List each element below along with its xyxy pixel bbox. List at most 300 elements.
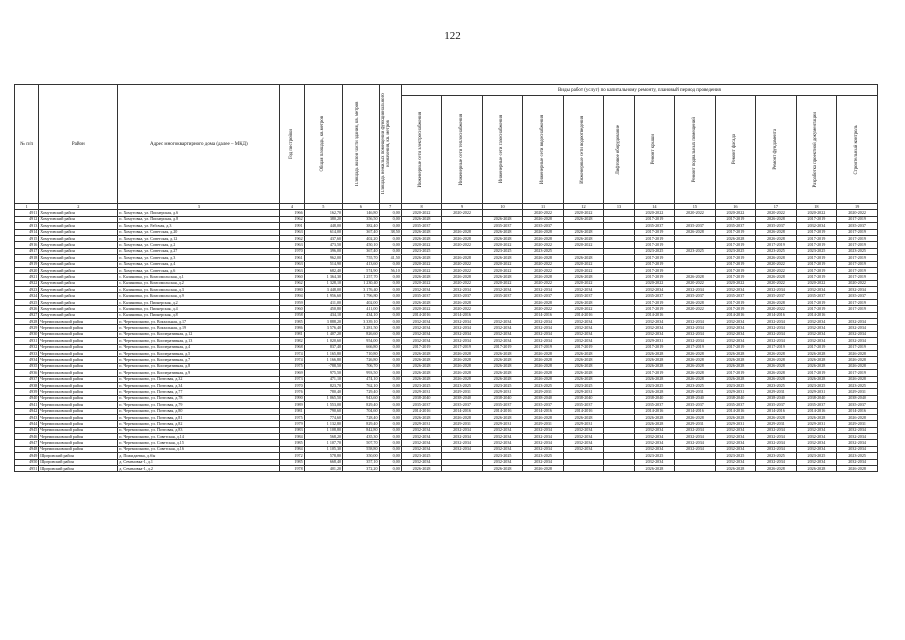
table-cell: 4943 <box>15 414 39 420</box>
table-cell: 1962 <box>280 216 304 222</box>
table-cell: 4920 <box>15 267 39 273</box>
table-cell: 2020-2022 <box>675 210 716 216</box>
table-cell: 4940 <box>15 395 39 401</box>
table-cell: 2017-2019 <box>634 274 675 280</box>
table-cell: 2026-2028 <box>442 299 483 305</box>
table-cell: 367,40 <box>343 229 379 235</box>
table-cell: 507,70 <box>343 440 379 446</box>
table-cell: 4927 <box>15 312 39 318</box>
table-cell: 2035-2037 <box>523 223 564 229</box>
table-cell: 2032-2034 <box>563 325 604 331</box>
table-cell: 1979 <box>280 421 304 427</box>
table-cell: 4935 <box>15 363 39 369</box>
table-cell: 2032-2034 <box>634 287 675 293</box>
table-cell: 2020-2022 <box>442 306 483 312</box>
table-cell: 0,00 <box>379 357 401 363</box>
table-cell: 1970 <box>280 248 304 254</box>
table-cell: 2026-2028 <box>796 376 837 382</box>
table-cell: 0,00 <box>379 382 401 388</box>
table-cell: 2032-2034 <box>401 331 442 337</box>
header-work-6: Лифтовое оборудование <box>604 96 634 204</box>
table-cell: 1984 <box>280 434 304 440</box>
table-cell: 726,80 <box>343 357 379 363</box>
header-total-area: Общая площадь, кв.метров <box>304 85 342 204</box>
table-cell: 4936 <box>15 370 39 376</box>
table-cell: Черемисиновский район <box>39 446 118 452</box>
table-cell: 2032-2034 <box>837 319 878 325</box>
table-cell: 0,00 <box>379 210 401 216</box>
column-number: 13 <box>604 204 634 210</box>
table-cell: с. Калиновка, ул. Комсомольская, д.9 <box>118 293 280 299</box>
table-cell: Хомутовский район <box>39 267 118 273</box>
table-cell: 2035-2037 <box>715 223 756 229</box>
table-cell: 568,20 <box>304 434 342 440</box>
table-cell: 2032-2034 <box>563 446 604 452</box>
table-cell: 4939 <box>15 389 39 395</box>
table-cell: 2020-2022 <box>675 306 716 312</box>
table-cell: 4917 <box>15 248 39 254</box>
table-cell: 2032-2034 <box>634 319 675 325</box>
table-cell: 396,00 <box>304 248 342 254</box>
table-cell: п. Черемисиново, ул. Почтовая, д.32 <box>118 376 280 382</box>
table-cell: -788,50 <box>304 363 342 369</box>
table-cell: 1963 <box>280 267 304 273</box>
table-cell: 2026-2028 <box>482 370 523 376</box>
table-cell: 1 065,50 <box>304 395 342 401</box>
table-cell: 2029-2031 <box>756 421 797 427</box>
table-cell: 2026-2028 <box>482 216 523 222</box>
table-cell: 2017-2019 <box>796 235 837 241</box>
table-cell: 2023-2025 <box>523 382 564 388</box>
table-cell: 2026-2028 <box>523 299 564 305</box>
table-cell: 2020-2022 <box>442 261 483 267</box>
table-cell: 2017-2019 <box>837 306 878 312</box>
table-cell: 2017-2019 <box>675 344 716 350</box>
table-cell: с. Калиновка, ул. Пионерская, д.2 <box>118 299 280 305</box>
table-cell: 0,00 <box>379 274 401 280</box>
table-cell: 4924 <box>15 293 39 299</box>
table-cell: 2032-2034 <box>482 338 523 344</box>
table-cell: 2032-2034 <box>563 427 604 433</box>
table-cell: 2026-2028 <box>837 357 878 363</box>
table-cell: 2023-2025 <box>837 248 878 254</box>
table-cell: 4937 <box>15 376 39 382</box>
table-cell: Черемисиновский район <box>39 414 118 420</box>
table-cell: 2026-2028 <box>634 389 675 395</box>
table-cell: 2035-2037 <box>523 402 564 408</box>
table-cell: 2017-2019 <box>715 299 756 305</box>
table-cell: 2026-2028 <box>675 299 716 305</box>
table-cell: 2032-2034 <box>756 331 797 337</box>
table-cell: 2038-2040 <box>756 395 797 401</box>
table-cell: 2026-2028 <box>442 357 483 363</box>
table-cell: 842,80 <box>343 427 379 433</box>
table-cell: Хомутовский район <box>39 274 118 280</box>
table-cell: 2026-2028 <box>634 376 675 382</box>
table-cell: 2035-2037 <box>675 293 716 299</box>
table-cell: 2032-2034 <box>837 434 878 440</box>
table-cell: 2023-2025 <box>563 382 604 388</box>
table-cell: 162,70 <box>304 210 342 216</box>
table-cell: 2026-2028 <box>482 414 523 420</box>
table-cell: 2026-2028 <box>401 466 442 472</box>
table-cell: 4941 <box>15 402 39 408</box>
table-cell: 0,00 <box>379 306 401 312</box>
table-cell: 1961 <box>280 255 304 261</box>
table-cell: 2014-2016 <box>715 312 756 318</box>
table-cell: 578,80 <box>304 453 342 459</box>
table-cell: 3 888,20 <box>304 319 342 325</box>
table-cell: 2032-2034 <box>442 338 483 344</box>
table-cell: 2026-2028 <box>563 274 604 280</box>
table-cell: 2026-2028 <box>563 363 604 369</box>
table-cell: 2020-2022 <box>563 210 604 216</box>
table-cell: п. Черемисиново, ул. Вокзальная, д.17 <box>118 319 280 325</box>
table-cell: 2032-2034 <box>796 287 837 293</box>
table-cell: 2017-2019 <box>715 255 756 261</box>
table-cell: 2020-2022 <box>675 280 716 286</box>
table-cell: 2032-2034 <box>482 434 523 440</box>
table-cell: 4926 <box>15 306 39 312</box>
table-cell: 2026-2028 <box>675 274 716 280</box>
table-cell: 780,40 <box>304 389 342 395</box>
table-cell: 2026-2028 <box>401 255 442 261</box>
table-cell: 4945 <box>15 427 39 433</box>
table-cell: 2032-2034 <box>523 446 564 452</box>
table-cell: 2029-2031 <box>401 389 442 395</box>
table-cell: Черемисиновский район <box>39 344 118 350</box>
table-cell: 2017-2019 <box>634 242 675 248</box>
table-cell: 0,00 <box>379 293 401 299</box>
table-cell: 2032-2034 <box>563 331 604 337</box>
table-cell: 2017-2019 <box>715 274 756 280</box>
table-cell: 826,60 <box>343 331 379 337</box>
table-cell: 2026-2028 <box>715 376 756 382</box>
table-cell: 2026-2028 <box>634 363 675 369</box>
table-cell: 2014-2016 <box>523 408 564 414</box>
table-cell: 2032-2034 <box>401 338 442 344</box>
table-cell: 2038-2040 <box>796 395 837 401</box>
table-cell: 0,00 <box>379 434 401 440</box>
table-cell: 574,90 <box>343 267 379 273</box>
table-cell: п. Черемисиново, ул. Кооперативная, д.7 <box>118 357 280 363</box>
table-cell: 2035-2037 <box>634 223 675 229</box>
table-cell: 558,80 <box>343 446 379 452</box>
table-cell: 2017-2019 <box>715 242 756 248</box>
table-cell: 1 165,80 <box>304 350 342 356</box>
table-cell: 2023-2025 <box>482 382 523 388</box>
table-cell: 2023-2025 <box>796 248 837 254</box>
table-cell: 1974 <box>280 350 304 356</box>
table-cell: 2032-2034 <box>715 434 756 440</box>
table-cell: 2017-2019 <box>401 344 442 350</box>
table-cell: 1 107,70 <box>304 440 342 446</box>
table-cell: 0,00 <box>379 446 401 452</box>
table-cell: п. Хомутовка, ул. Советская, д.2 <box>118 242 280 248</box>
table-cell: 2032-2034 <box>715 427 756 433</box>
table-cell: 0,00 <box>379 223 401 229</box>
table-cell: 4946 <box>15 434 39 440</box>
table-cell: 1962 <box>280 235 304 241</box>
table-cell: п. Черемисиново, ул. Советская, д.14 <box>118 434 280 440</box>
table-cell: п. Черемисиново, ул. Почтовая, д.79 <box>118 402 280 408</box>
table-cell: 2038-2040 <box>634 395 675 401</box>
table-cell: Черемисиновский район <box>39 331 118 337</box>
table-cell: 2032-2034 <box>675 319 716 325</box>
table-cell: 2032-2034 <box>442 331 483 337</box>
table-cell: 2023-2025 <box>401 382 442 388</box>
table-cell: 2017-2019 <box>837 299 878 305</box>
table-cell: 704,60 <box>343 408 379 414</box>
table-cell: 2026-2028 <box>482 274 523 280</box>
table-cell: 2026-2028 <box>523 357 564 363</box>
table-cell: 2020-2022 <box>442 242 483 248</box>
table-cell: 2026-2028 <box>442 370 483 376</box>
table-cell: 2017-2019 <box>796 267 837 273</box>
table-cell: 401,20 <box>304 466 342 472</box>
table-cell: Хомутовский район <box>39 293 118 299</box>
table-cell: 706,70 <box>343 363 379 369</box>
table-cell: 2023-2025 <box>675 248 716 254</box>
table-cell: 437,60 <box>304 235 342 241</box>
table-cell: 0,00 <box>379 421 401 427</box>
table-cell: 2026-2028 <box>756 235 797 241</box>
table-cell: 2020-2022 <box>442 267 483 273</box>
table-cell: 2029-2031 <box>675 389 716 395</box>
table-cell: 2032-2034 <box>523 319 564 325</box>
table-cell: 2020-2022 <box>796 210 837 216</box>
table-cell: 2017-2019 <box>796 242 837 248</box>
table-cell: 357,10 <box>343 459 379 465</box>
table-cell: 2023-2025 <box>756 382 797 388</box>
table-cell: 2020-2022 <box>401 280 442 286</box>
table-cell: п. Хомутовка, ул. Советская, д.12 <box>118 235 280 241</box>
table-cell: 2020-2022 <box>482 242 523 248</box>
table-cell: 4918 <box>15 255 39 261</box>
table-cell: 380,20 <box>304 216 342 222</box>
table-cell: 2032-2034 <box>442 446 483 452</box>
table-cell: 2017-2019 <box>715 370 756 376</box>
table-cell: Хомутовский район <box>39 306 118 312</box>
table-cell: 1963 <box>280 229 304 235</box>
table-cell: 4925 <box>15 299 39 305</box>
column-number: 7 <box>379 204 401 210</box>
table-cell: 2032-2034 <box>756 440 797 446</box>
table-cell: 2026-2028 <box>756 466 797 472</box>
table-cell: п. Черемисиново, ул. Почтовая, д.80 <box>118 408 280 414</box>
table-cell: 2032-2034 <box>796 223 837 229</box>
table-cell: 2026-2028 <box>442 414 483 420</box>
table-cell: 2017-2019 <box>837 274 878 280</box>
table-cell: 2026-2028 <box>634 466 675 472</box>
table-cell: 1 328,10 <box>304 280 342 286</box>
table-cell: 2029-2031 <box>401 421 442 427</box>
table-cell: 2032-2034 <box>482 331 523 337</box>
table-cell: 993,50 <box>343 370 379 376</box>
table-cell: Хомутовский район <box>39 261 118 267</box>
table-cell: Черемисиновский район <box>39 319 118 325</box>
table-cell: 2014-2016 <box>796 312 837 318</box>
table-cell: 0,00 <box>379 216 401 222</box>
table-cell: п. Хомутовка, ул. Советская, д.4 <box>118 261 280 267</box>
table-cell: 2032-2034 <box>442 325 483 331</box>
table-cell: 41,50 <box>379 255 401 261</box>
table-cell: 1960 <box>280 274 304 280</box>
table-cell: Хомутовский район <box>39 299 118 305</box>
table-cell: 38,50 <box>379 229 401 235</box>
table-cell: 2032-2034 <box>715 319 756 325</box>
table-cell: 2026-2028 <box>563 216 604 222</box>
table-cell: 2032-2034 <box>523 427 564 433</box>
table-cell: 1981 <box>280 408 304 414</box>
table-cell: 2026-2028 <box>482 350 523 356</box>
table-cell: с. Калиновка, ул. Пионерская, д.8 <box>118 312 280 318</box>
table-cell: Черемисиновский район <box>39 357 118 363</box>
table-cell: 2032-2034 <box>756 319 797 325</box>
table-cell: Черемисиновский район <box>39 325 118 331</box>
table-cell: 2026-2028 <box>756 350 797 356</box>
table-cell: п. Черемисиново, ул. Советская, д.15 <box>118 440 280 446</box>
table-cell: 2020-2022 <box>715 280 756 286</box>
table-cell: 2038-2040 <box>837 395 878 401</box>
table-cell: 2032-2034 <box>715 325 756 331</box>
table-cell: Черемисиновский район <box>39 350 118 356</box>
table-cell: 2026-2028 <box>523 235 564 241</box>
table-cell: 2026-2028 <box>675 370 716 376</box>
table-cell: 2023-2025 <box>796 382 837 388</box>
header-nonliving-area: Площадь нежилых помещений функционального назначения, кв. метров <box>379 85 401 204</box>
table-cell: 0,00 <box>379 414 401 420</box>
table-cell: 2032-2034 <box>756 427 797 433</box>
table-cell: 2017-2019 <box>523 344 564 350</box>
table-cell: 0,00 <box>379 319 401 325</box>
table-cell: п. Черемисиново, ул. Почтовая, д.34 <box>118 382 280 388</box>
table-cell: 2026-2028 <box>796 363 837 369</box>
table-cell: 2026-2028 <box>401 216 442 222</box>
table-cell: 0,00 <box>379 248 401 254</box>
table-cell: п. Хомутовка, ул. Советская, д.27 <box>118 248 280 254</box>
table-cell: п. Черемисиново, ул. Почтовая, д.78 <box>118 395 280 401</box>
table-cell: 2026-2028 <box>401 299 442 305</box>
table-cell: 1972 <box>280 453 304 459</box>
table-cell: 4934 <box>15 357 39 363</box>
table-cell: п. Черемисиново, ул. Почтовая, д.82 <box>118 421 280 427</box>
table-cell: 2020-2022 <box>523 306 564 312</box>
table-cell: п. Хомутовка, ул. Пионерская, д.6 <box>118 210 280 216</box>
table-cell: 2017-2019 <box>796 255 837 261</box>
table-cell: 2032-2034 <box>401 434 442 440</box>
header-work-3: Инженерные сети газоснабжения <box>482 96 523 204</box>
table-cell: 2026-2028 <box>401 363 442 369</box>
table-cell: 2014-2016 <box>563 408 604 414</box>
table-cell: 1970 <box>280 382 304 388</box>
capital-repair-table <box>14 84 878 472</box>
table-cell: 2038-2040 <box>442 395 483 401</box>
column-number: 5 <box>304 204 342 210</box>
table-cell: 2029-2031 <box>634 338 675 344</box>
table-cell: Черемисиновский район <box>39 427 118 433</box>
table-cell: Хомутовский район <box>39 235 118 241</box>
table-cell: п. Черемисиново, ул. Кооперативная, д.8 <box>118 363 280 369</box>
table-cell: 0,00 <box>379 331 401 337</box>
table-cell: 2032-2034 <box>482 319 523 325</box>
table-cell: 2032-2034 <box>675 325 716 331</box>
table-cell: 2017-2019 <box>634 306 675 312</box>
table-cell: 2020-2022 <box>482 280 523 286</box>
table-cell: 413,60 <box>343 261 379 267</box>
header-district: Район <box>39 85 118 204</box>
table-cell: 2014-2016 <box>796 408 837 414</box>
table-cell: 2023-2025 <box>523 453 564 459</box>
table-cell: 2035-2037 <box>401 223 442 229</box>
header-address: Адрес многоквартирного дома (далее – МКД) <box>118 85 280 204</box>
table-cell: п. Черемисиново, ул. Почтовая, д.83 <box>118 427 280 433</box>
table-cell: 2026-2028 <box>796 466 837 472</box>
table-cell: 2026-2028 <box>401 414 442 420</box>
table-cell: 56,10 <box>379 267 401 273</box>
table-cell: п. Хомутовка, ул. Советская, д.20 <box>118 229 280 235</box>
table-cell: 4915 <box>15 235 39 241</box>
table-cell: 2032-2034 <box>563 440 604 446</box>
table-cell: 2026-2028 <box>634 414 675 420</box>
table-cell: 2017-2019 <box>796 229 837 235</box>
table-cell: 668,40 <box>304 459 342 465</box>
table-cell: 2014-2016 <box>675 408 716 414</box>
table-cell: 1974 <box>280 357 304 363</box>
table-cell: 471,10 <box>304 376 342 382</box>
table-cell: 2017-2019 <box>634 255 675 261</box>
table-cell: 2026-2028 <box>482 363 523 369</box>
table-cell: 1959 <box>280 299 304 305</box>
table-cell: 1975 <box>280 363 304 369</box>
table-cell: 2035-2037 <box>634 293 675 299</box>
table-cell: 2032-2034 <box>796 459 837 465</box>
table-cell: 2032-2034 <box>523 287 564 293</box>
table-cell: 2032-2034 <box>715 331 756 337</box>
table-cell: 3 448,00 <box>304 287 342 293</box>
table-cell: 2017-2019 <box>634 216 675 222</box>
table-cell: 4932 <box>15 344 39 350</box>
table-cell: 1975 <box>280 414 304 420</box>
header-work-11: Разработка проектной документации <box>796 96 837 204</box>
table-cell: 710,80 <box>343 350 379 356</box>
table-cell: 2026-2028 <box>756 370 797 376</box>
table-cell: 1 105,30 <box>304 446 342 452</box>
table-cell: 3 576,40 <box>304 325 342 331</box>
table-cell: 2020-2022 <box>796 280 837 286</box>
table-cell: 2017-2019 <box>563 344 604 350</box>
table-cell: Черемисиновский район <box>39 434 118 440</box>
table-cell: д. Семеновка-1, д.2 <box>118 466 280 472</box>
table-cell: 1 108,80 <box>304 427 342 433</box>
table-cell: 4931 <box>15 338 39 344</box>
table-cell: 2017-2019 <box>715 216 756 222</box>
table-cell: 2035-2037 <box>756 402 797 408</box>
table-cell: 2026-2028 <box>756 414 797 420</box>
table-cell: 2026-2028 <box>401 350 442 356</box>
table-cell: 2032-2034 <box>523 440 564 446</box>
table-cell: 2026-2028 <box>837 466 878 472</box>
table-cell: 1984 <box>280 446 304 452</box>
table-cell: 1960 <box>280 306 304 312</box>
table-cell: 514,90 <box>304 261 342 267</box>
header-works-group: Виды работ (услуг) по капитальному ремонту, плановый период проведения <box>401 85 877 96</box>
table-cell: 829,40 <box>343 402 379 408</box>
table-cell: 2026-2028 <box>715 466 756 472</box>
table-cell: 2032-2034 <box>796 434 837 440</box>
table-cell: 4914 <box>15 229 39 235</box>
column-number: 15 <box>675 204 716 210</box>
